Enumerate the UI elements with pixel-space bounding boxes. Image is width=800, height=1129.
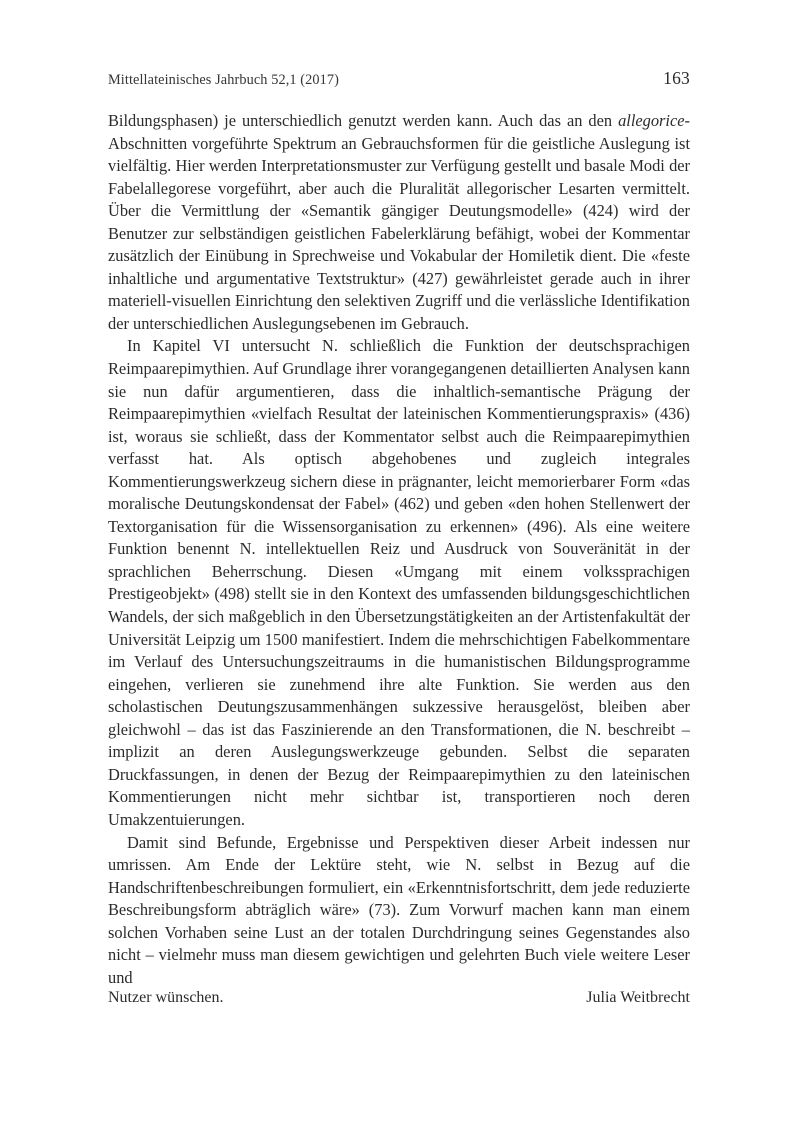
paragraph-1-text-before-italic: Bildungsphasen) je unterschiedlich genutzt werden kann. Auch das an den <box>108 111 619 130</box>
journal-title-running-head: Mittellateinisches Jahrbuch 52,1 (2017) <box>108 72 340 88</box>
running-head <box>108 68 690 89</box>
body-text-column <box>108 110 690 1007</box>
review-author-signature: Julia Weitbrecht <box>586 989 690 1007</box>
paragraph-3-last-line-with-signature <box>108 989 690 1007</box>
paragraph-1-text-after-italic: -Abschnitten vorgeführte Spektrum an Gebrauchsformen für die geistliche Auslegung ist vielfältig. Hier werden Interpretationsmuster zur Verfügung gestellt und basale Modi der Fabelallegorese vorgeführt, aber auch die Pluralität allegorischer Lesarten vermittelt. Über die Vermittlung der «Semantik gängiger Deutungsmodelle» (424) wird der Benutzer zur selbständigen geistlichen Fabelerklärung befähigt, wobei der Kommentar zusätzlich der Einübung in Sprechweise und Vokabular der Homiletik dient. Die «feste inhaltliche und argumentative Textstruktur» (427) gewährleistet gerade auch in ihrer materiell-visuellen Einrichtung den selektiven Zugriff und die verlässliche Identifikation der unterschiedlichen Auslegungsebenen im Gebrauch. <box>108 111 690 333</box>
paragraph-3-tail: Nutzer wünschen. <box>108 989 224 1007</box>
page-number: 163 <box>663 68 690 88</box>
paragraph-1 <box>108 110 690 335</box>
paragraph-3: Damit sind Befunde, Ergebnisse und Perspektiven dieser Arbeit indessen nur umrissen. Am Ende der Lektüre steht, wie N. selbst in Bezug auf die Handschriftenbeschreibungen formuliert, ein «Erkenntnisfortschritt, dem jede reduzierte Beschreibungsform abträglich wäre» (73). Zum Vorwurf machen kann man einem solchen Vorhaben seine Lust an der totalen Durchdringung seines Gegenstandes also nicht – vielmehr muss man diesem gewichtigen und gelehrten Buch viele weitere Leser und <box>108 832 690 987</box>
latin-term-allegorice: allegorice <box>618 111 685 130</box>
paragraph-2: In Kapitel VI untersucht N. schließlich die Funktion der deutschsprachigen Reimpaarepimythien. Auf Grundlage ihrer vorangegangenen detaillierten Analysen kann sie nun dafür argumentieren, dass die inhaltlich-semantische Prägung der Reimpaarepimythien «vielfach Resultat der lateinischen Kommentierungspraxis» (436) ist, woraus sie schließt, dass der Kommentator selbst auch die Reimpaarepimythien verfasst hat. Als optisch abgehobenes und zugleich integrales Kommentierungswerkzeug sichern diese in prägnanter, leicht memorierbarer Form «das moralische Deutungskondensat der Fabel» (462) und geben «den hohen Stellenwert der Textorganisation für die Wissensorganisation zu erkennen» (496). Als eine weitere Funktion benennt N. intellektuellen Reiz und Ausdruck von Souveränität in der sprachlichen Beherrschung. Diesen «Umgang mit einem volkssprachigen Prestigeobjekt» (498) stellt sie in den Kontext des umfassenden bildungsgeschichtlichen Wandels, der sich maßgeblich in den Übersetzungstätigkeiten an der Artistenfakultät der Universität Leipzig um 1500 manifestiert. Indem die mehrschichtigen Fabelkommentare im Verlauf des Untersuchungszeitraums in die humanistischen Bildungsprogramme eingehen, verlieren sie zunehmend ihre alte Funktion. Sie werden aus den scholastischen Deutungszusammenhängen sukzessive herausgelöst, bleiben aber gleichwohl – das ist das Faszinierende an den Transformationen, die N. beschreibt – implizit an deren Auslegungswerkzeuge gebunden. Selbst die separaten Druckfassungen, in denen der Bezug der Reimpaarepimythien zu den lateinischen Kommentierungen nicht mehr sichtbar ist, transportieren noch deren Umakzentuierungen. <box>108 336 690 829</box>
